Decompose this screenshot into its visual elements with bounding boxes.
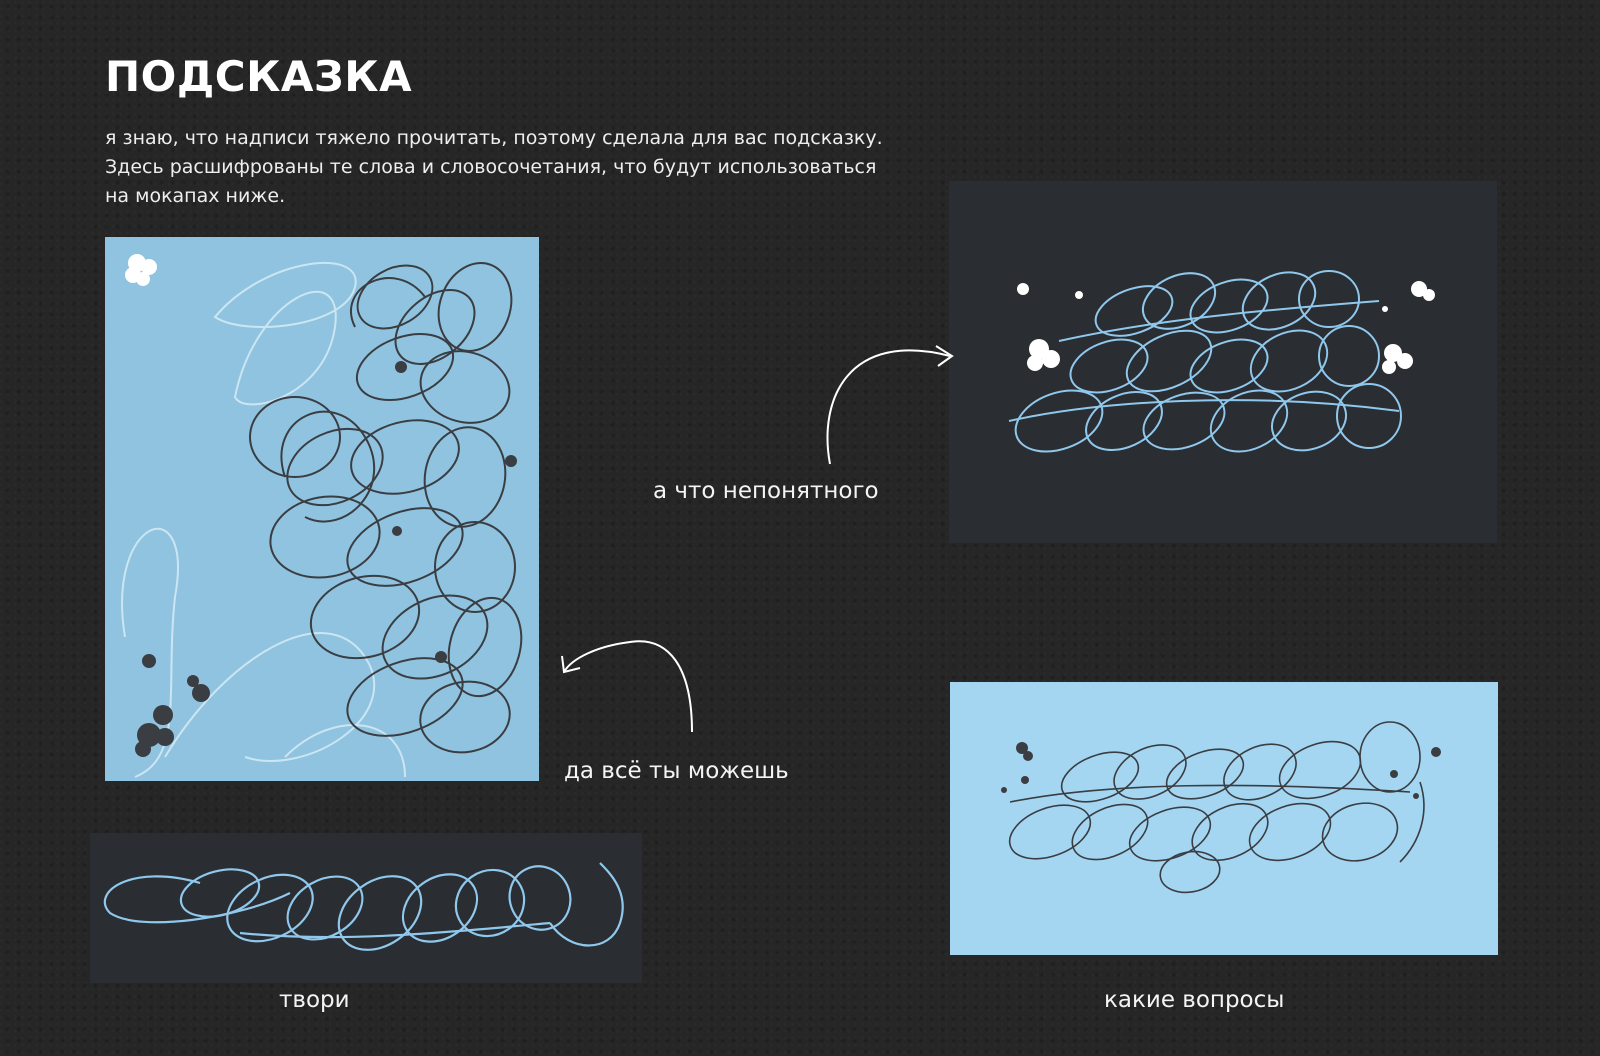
page-title: ПОДСКАЗКА	[105, 52, 413, 101]
arrow-icon	[558, 636, 698, 736]
intro-line: на мокапах ниже.	[105, 185, 286, 207]
lettering-card-bottom-left	[90, 833, 642, 983]
caption-bottom-right: какие вопросы	[1104, 987, 1285, 1013]
lettering-artwork	[950, 682, 1498, 955]
lettering-card-vertical	[105, 237, 539, 781]
flower-icon	[125, 254, 157, 286]
lettering-artwork	[90, 833, 642, 983]
caption-vertical: да всё ты можешь	[564, 758, 789, 784]
caption-bottom-left: твори	[279, 987, 350, 1013]
intro-line: Здесь расшифрованы те слова и словосочетания, что будут использоваться	[105, 156, 877, 178]
lettering-card-bottom-right	[950, 682, 1498, 955]
lettering-artwork	[949, 181, 1497, 543]
lettering-artwork	[105, 237, 539, 781]
lettering-card-top-right	[949, 181, 1497, 543]
caption-top-right: а что непонятного	[653, 478, 879, 504]
intro-text	[105, 124, 925, 211]
intro-line: я знаю, что надписи тяжело прочитать, поэтому сделала для вас подсказку.	[105, 127, 883, 149]
arrow-icon	[818, 330, 958, 470]
